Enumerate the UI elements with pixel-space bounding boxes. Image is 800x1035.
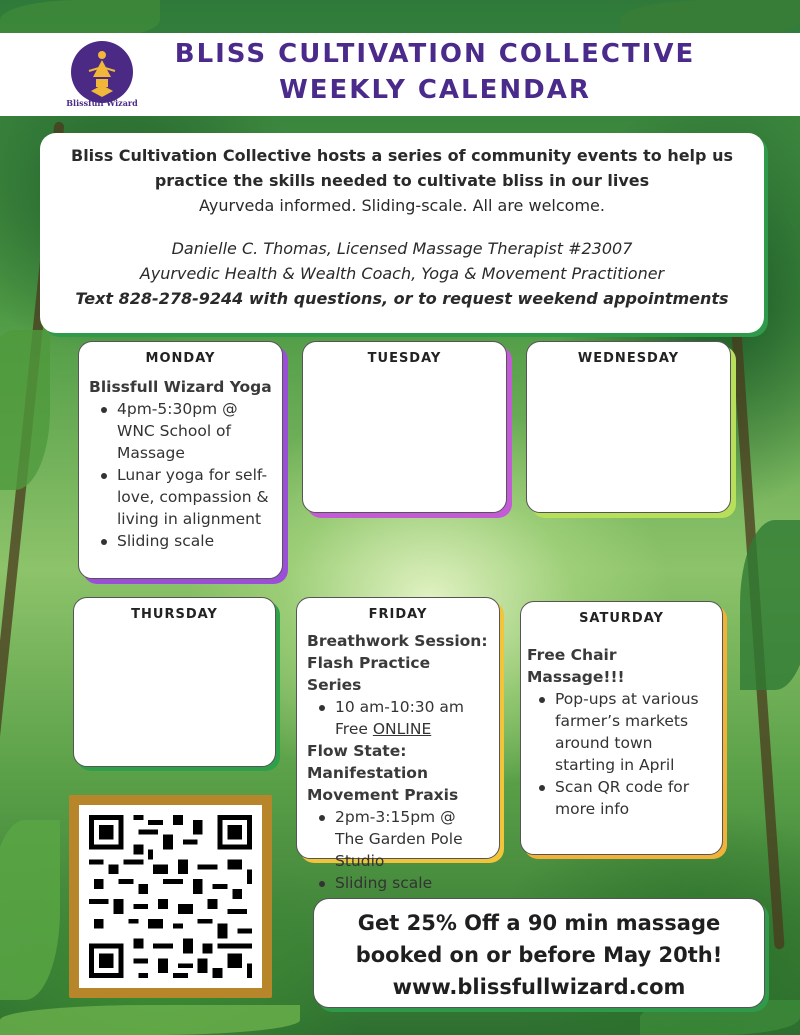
- jungle-leaf: [740, 520, 800, 690]
- event-detail: Sliding scale: [315, 872, 489, 894]
- day-card-monday: [78, 341, 283, 579]
- day-card-friday: [296, 597, 500, 892]
- day-label-thursday: THURSDAY: [131, 607, 218, 622]
- logo-text: Blissfull Wizard: [66, 98, 138, 108]
- day-card-wednesday: [526, 341, 731, 513]
- qr-code-frame: [69, 795, 272, 998]
- promo-card: [313, 898, 765, 1008]
- day-label-monday: MONDAY: [145, 351, 216, 366]
- intro-credit-line-2: Ayurvedic Health & Wealth Coach, Yoga & Movement Practitioner: [139, 264, 665, 283]
- day-label-saturday: SATURDAY: [579, 611, 664, 626]
- event-detail: Sliding scale: [97, 530, 272, 552]
- online-link[interactable]: ONLINE: [372, 720, 432, 738]
- event-detail: Lunar yoga for self-love, compassion & living in alignment: [97, 464, 272, 530]
- event-title: Blissfull Wizard Yoga: [89, 378, 272, 396]
- event-price: Free: [335, 720, 368, 738]
- intro-credit-line-1: Danielle C. Thomas, Licensed Massage Therapist #23007: [171, 239, 633, 258]
- event-detail: [315, 696, 489, 740]
- intro-headline-line-2: practice the skills needed to cultivate bliss in our lives: [154, 171, 650, 190]
- event-detail: 4pm-5:30pm @ WNC School of Massage: [97, 398, 272, 464]
- jungle-leaf: [0, 1005, 300, 1035]
- jungle-leaf: [0, 330, 50, 490]
- promo-line-2: booked on or before May 20th!: [355, 943, 723, 967]
- promo-line-1: Get 25% Off a 90 min massage: [357, 911, 721, 935]
- day-label-tuesday: TUESDAY: [367, 351, 442, 366]
- event-detail: Scan QR code for more info: [535, 776, 716, 820]
- day-card-tuesday: [302, 341, 507, 513]
- day-label-friday: FRIDAY: [368, 607, 428, 622]
- event-detail: 2pm-3:15pm @ The Garden Pole Studio: [315, 806, 489, 872]
- event-title: Free Chair Massage!!!: [527, 646, 625, 686]
- day-label-wednesday: WEDNESDAY: [577, 351, 680, 366]
- event-title: Flow State: Manifestation Movement Praxis: [307, 742, 459, 804]
- intro-headline-line-1: Bliss Cultivation Collective hosts a series of community events to help us: [71, 146, 733, 165]
- blissfull-wizard-logo: [62, 36, 142, 116]
- page-title: [150, 36, 720, 108]
- intro-tagline: Ayurveda informed. Sliding-scale. All are welcome.: [199, 196, 605, 215]
- title-line-1: BLISS CULTIVATION COLLECTIVE: [174, 39, 696, 69]
- wizard-icon: [71, 41, 133, 103]
- title-line-2: WEEKLY CALENDAR: [279, 75, 591, 105]
- event-title: Breathwork Session: Flash Practice Series: [307, 632, 488, 694]
- day-card-thursday: [73, 597, 276, 767]
- intro-card: [40, 133, 764, 333]
- website-link[interactable]: www.blissfullwizard.com: [392, 975, 686, 999]
- qr-code[interactable]: [79, 805, 262, 988]
- event-detail: Pop-ups at various farmer’s markets around town starting in April: [535, 688, 716, 776]
- event-time: 10 am-10:30 am: [335, 698, 465, 716]
- day-card-saturday: [520, 601, 723, 855]
- jungle-leaf: [0, 820, 60, 1000]
- intro-contact: Text 828-278-9244 with questions, or to request weekend appointments: [75, 289, 729, 308]
